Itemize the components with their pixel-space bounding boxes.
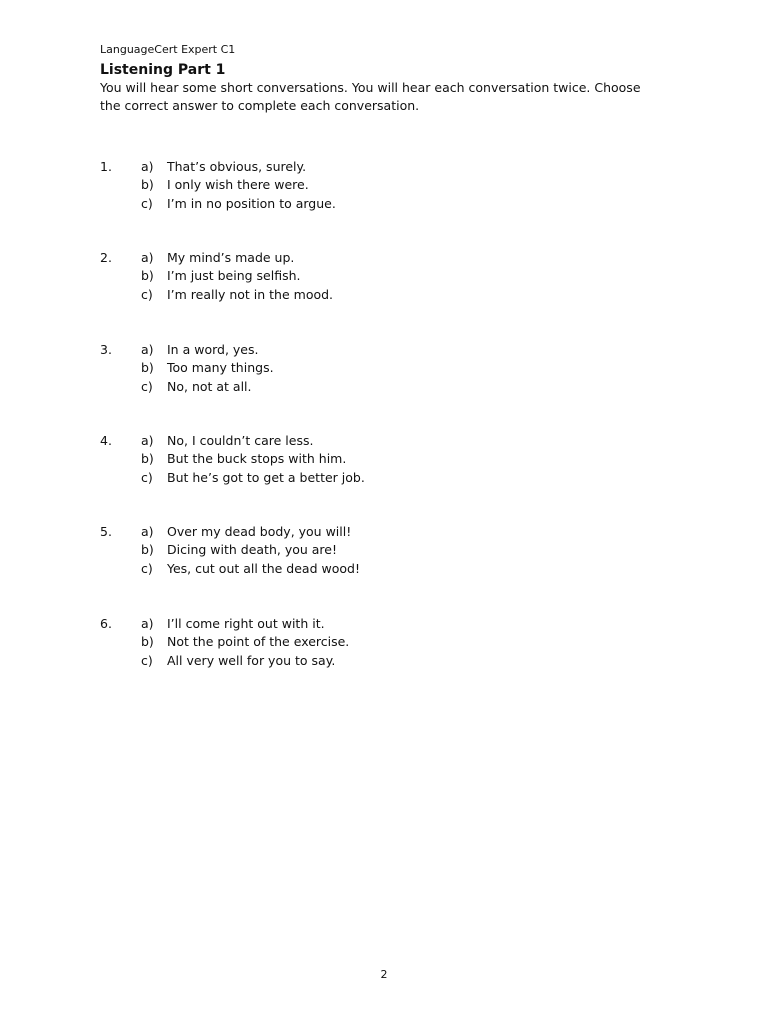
option-text: In a word, yes. xyxy=(167,342,259,357)
option-a xyxy=(141,158,601,176)
option-b xyxy=(141,450,601,468)
options-list xyxy=(141,615,601,670)
option-text: Not the point of the exercise. xyxy=(167,634,350,650)
option-b xyxy=(141,541,601,559)
option-text: No, I couldn’t care less. xyxy=(167,433,314,448)
option-b xyxy=(141,633,601,651)
option-c xyxy=(141,286,601,304)
option-text: Over my dead body, you will! xyxy=(167,524,352,539)
option-a xyxy=(141,615,601,633)
option-text: My mind’s made up. xyxy=(167,250,295,265)
option-letter: c) xyxy=(141,195,153,211)
option-c xyxy=(141,560,601,578)
option-b xyxy=(141,267,601,285)
exam-name: LanguageCert Expert C1 xyxy=(100,43,236,56)
option-b xyxy=(141,176,601,194)
option-a xyxy=(141,249,601,267)
option-letter: b) xyxy=(141,268,154,284)
option-text: Too many things. xyxy=(167,360,274,376)
page-number: 2 xyxy=(380,968,388,981)
option-text: Dicing with death, you are! xyxy=(167,542,337,558)
option-text: I’m really not in the mood. xyxy=(167,286,334,302)
question-number: 2. xyxy=(100,250,112,265)
option-text: I’m in no position to argue. xyxy=(167,195,336,211)
option-letter: c) xyxy=(141,469,153,485)
option-b xyxy=(141,359,601,377)
option-letter: a) xyxy=(141,524,154,539)
options-list xyxy=(141,249,601,304)
option-text: I’ll come right out with it. xyxy=(167,616,325,631)
section-title: Listening Part 1 xyxy=(100,62,226,78)
instructions-text: You will hear some short conversations. You will hear each conversation twice. Choose the correct answer to complete each conversation. xyxy=(100,80,641,113)
option-letter: a) xyxy=(141,616,154,631)
question-number: 6. xyxy=(100,616,112,631)
question-number: 3. xyxy=(100,342,112,357)
option-text: I only wish there were. xyxy=(167,177,309,193)
option-c xyxy=(141,195,601,213)
option-text: I’m just being selfish. xyxy=(167,268,301,284)
option-letter: a) xyxy=(141,159,154,174)
option-text: But he’s got to get a better job. xyxy=(167,469,365,485)
options-list xyxy=(141,432,601,487)
question-number: 1. xyxy=(100,159,112,174)
options-list xyxy=(141,158,601,213)
option-letter: c) xyxy=(141,378,153,394)
option-letter: c) xyxy=(141,286,153,302)
option-letter: a) xyxy=(141,342,154,357)
question-number: 5. xyxy=(100,524,112,539)
option-text: All very well for you to say. xyxy=(167,652,336,668)
option-text: That’s obvious, surely. xyxy=(167,159,307,174)
option-letter: a) xyxy=(141,250,154,265)
option-letter: b) xyxy=(141,542,154,558)
option-c xyxy=(141,652,601,670)
options-list xyxy=(141,523,601,578)
option-letter: c) xyxy=(141,652,153,668)
question-number: 4. xyxy=(100,433,112,448)
option-letter: a) xyxy=(141,433,154,448)
option-letter: c) xyxy=(141,560,153,576)
option-a xyxy=(141,432,601,450)
option-a xyxy=(141,523,601,541)
option-c xyxy=(141,469,601,487)
option-letter: b) xyxy=(141,360,154,376)
option-a xyxy=(141,341,601,359)
option-letter: b) xyxy=(141,177,154,193)
options-list xyxy=(141,341,601,396)
option-text: Yes, cut out all the dead wood! xyxy=(167,560,360,576)
option-text: No, not at all. xyxy=(167,378,252,394)
option-letter: b) xyxy=(141,451,154,467)
option-c xyxy=(141,378,601,396)
option-letter: b) xyxy=(141,634,154,650)
option-text: But the buck stops with him. xyxy=(167,451,347,467)
